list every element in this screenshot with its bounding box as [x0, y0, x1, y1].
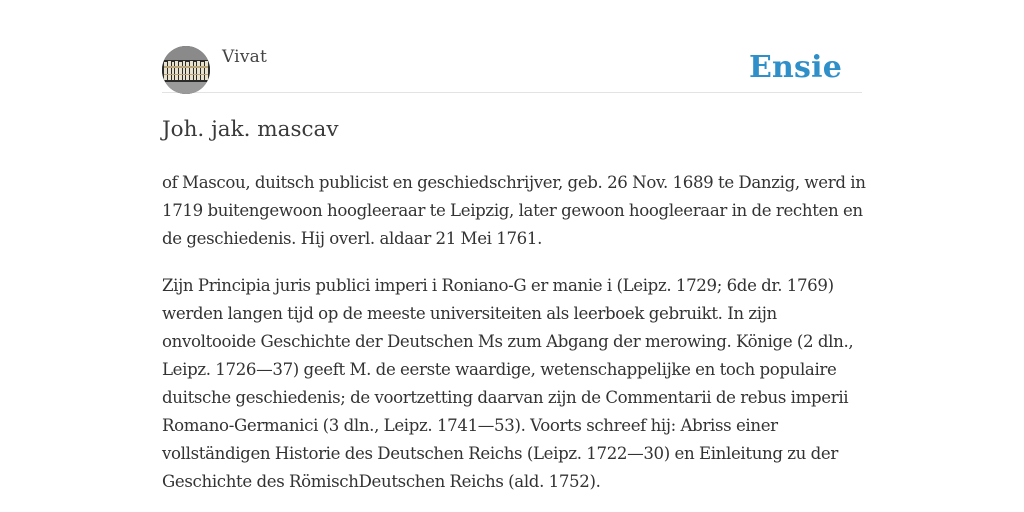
author-name[interactable]: Vivat [222, 47, 267, 67]
article-paragraph: of Mascou, duitsch publicist en geschiedschrijver, geb. 26 Nov. 1689 te Danzig, werd in 1719 buitengewoon hoogleeraar te Leipzig, later gewoon hoogleeraar in de rechten en de geschiedenis. Hij overl. aldaar 21 Mei 1761. [162, 173, 866, 248]
bookshelf-avatar-graphic [162, 46, 210, 94]
article-paragraph: Zijn Principia juris publici imperi i Roniano-G er manie i (Leipz. 1729; 6de dr. 1769) werden langen tijd op de meeste universiteiten als leerboek gebruikt. In zijn onvoltooide Geschichte der Deutschen Ms zum Abgang der merowing. Könige (2 dln., Leipz. 1726—37) geeft M. de eerste waardige, wetenschappelijke en toch populaire duitsche geschiedenis; de voortzetting daarvan zijn de Commentarii de rebus imperii Romano-Germanici (3 dln., Leipz. 1741—53). Voorts schreef hij: Abriss einer vollständigen Historie des Deutschen Reichs (Leipz. 1722—30) en Einleitung zu der Geschichte des RömischDeutschen Reichs (ald. 1752). [162, 276, 854, 491]
article-title: Joh. jak. mascav [162, 117, 339, 142]
brand-logo[interactable]: Ensie [748, 50, 842, 85]
header [162, 46, 862, 93]
article-body [162, 169, 867, 512]
bookshelf-avatar-icon[interactable] [162, 46, 210, 94]
